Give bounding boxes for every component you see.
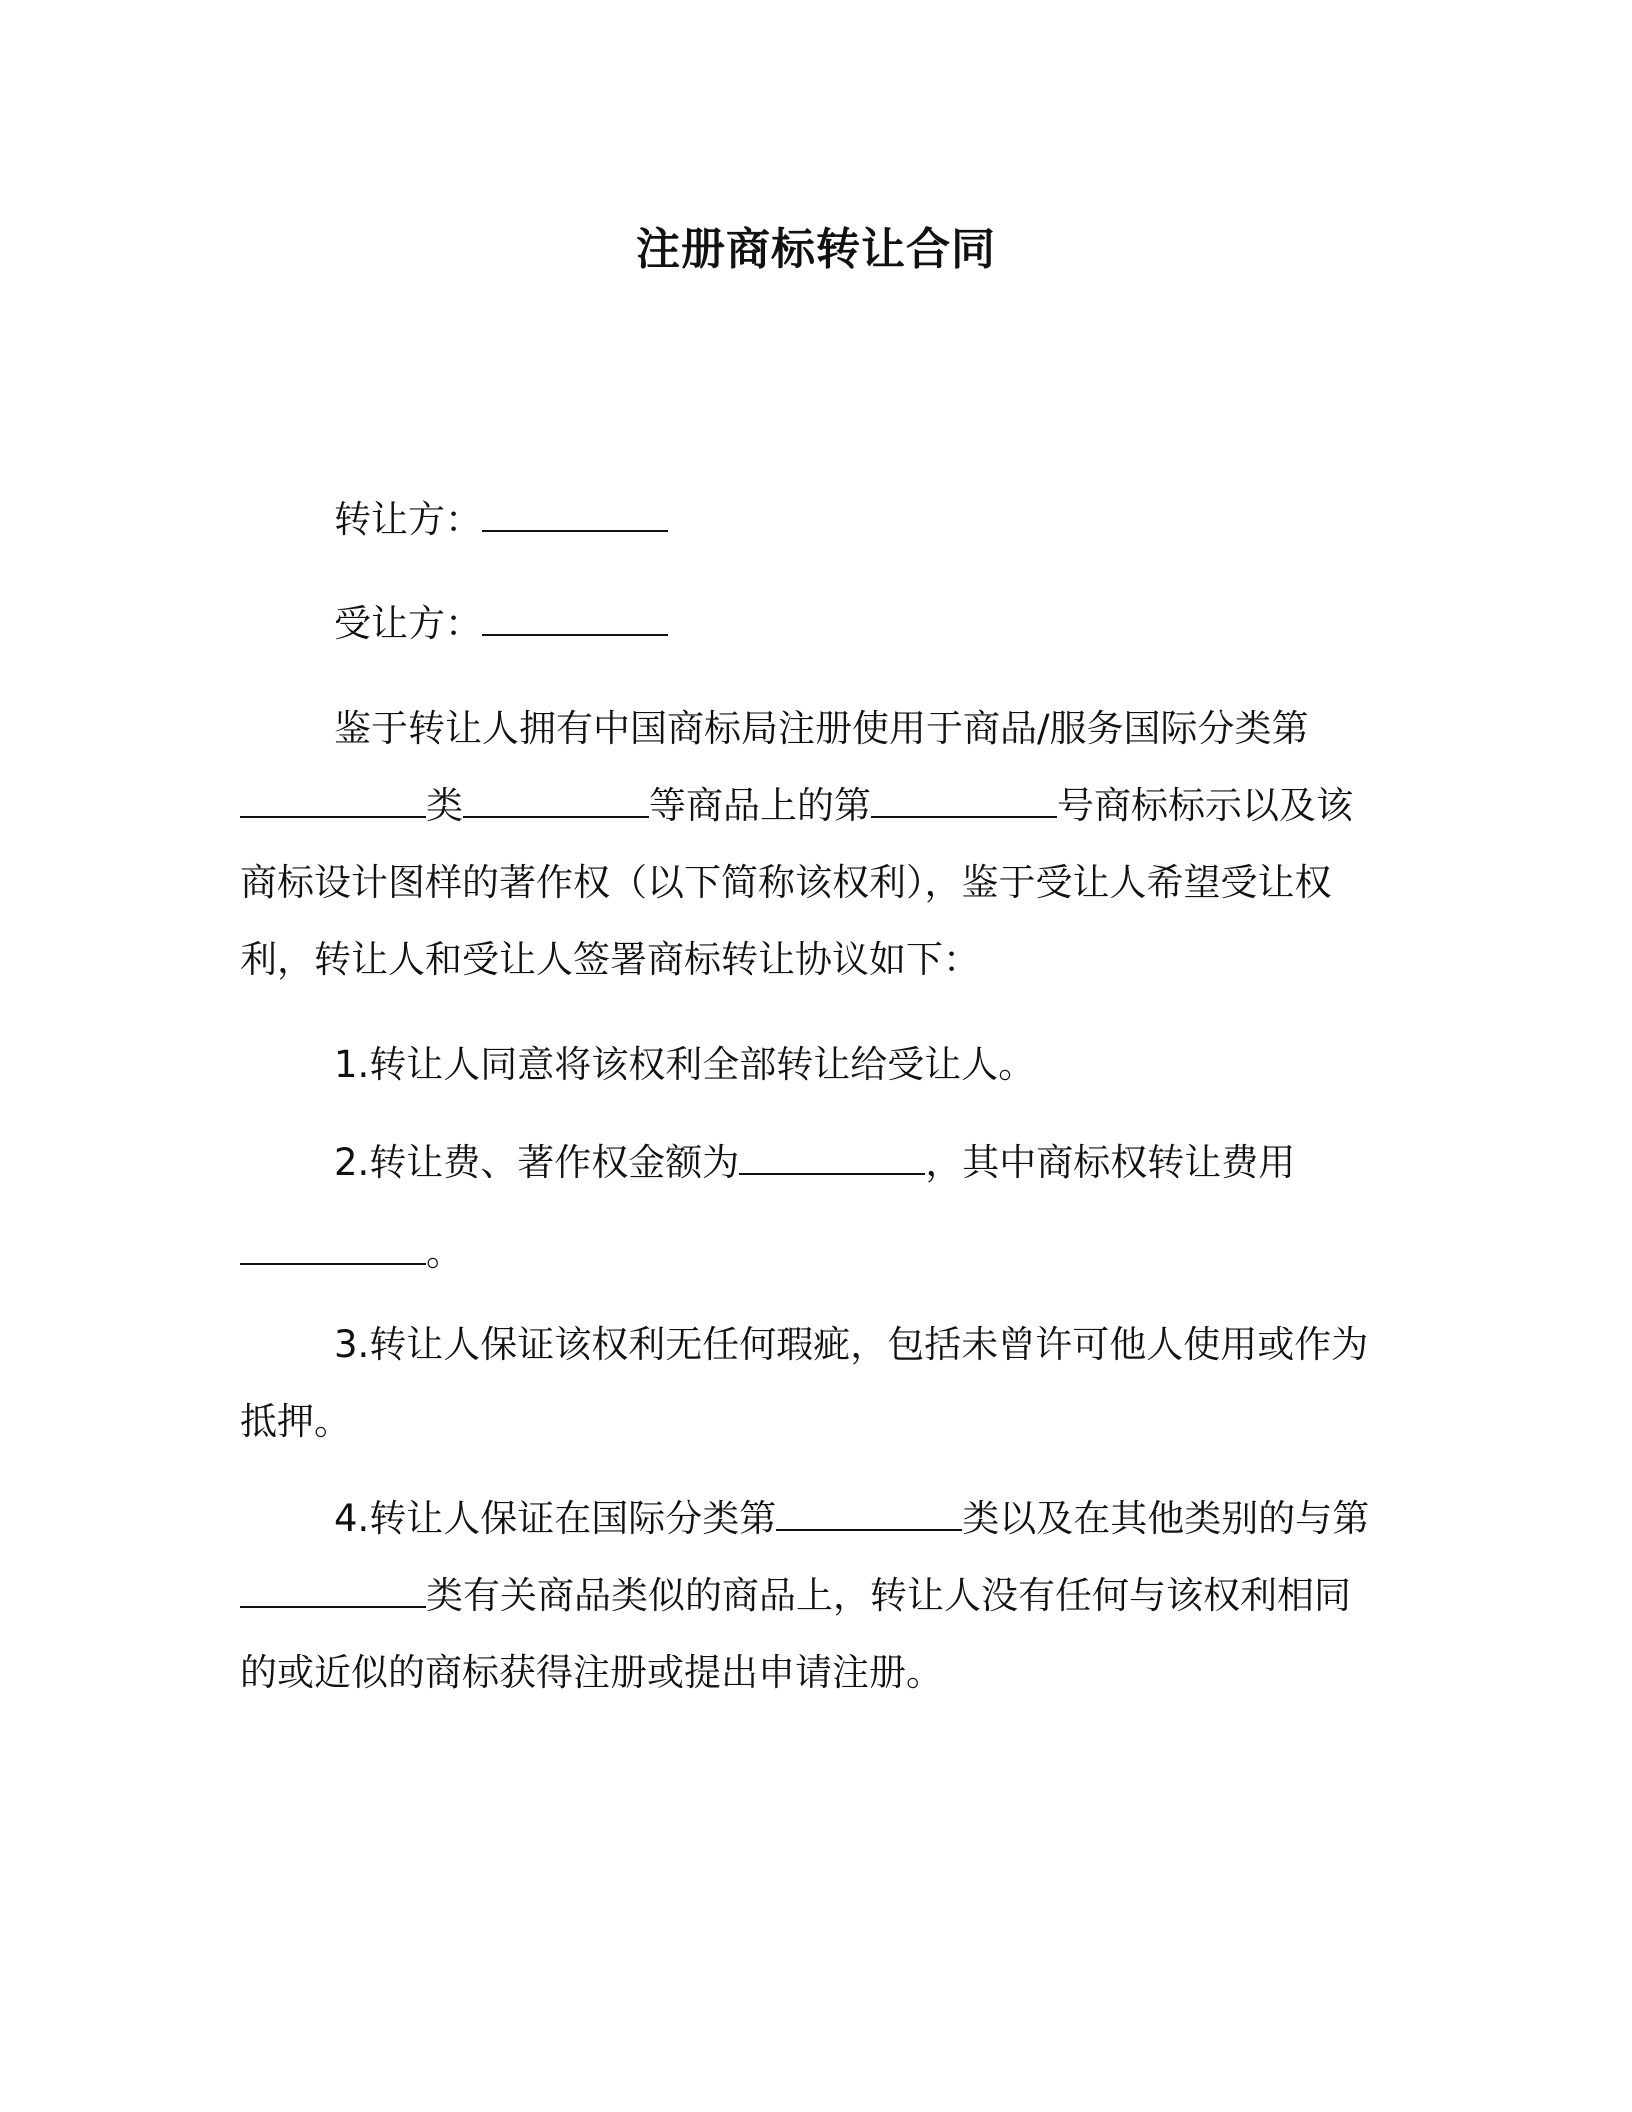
clause-2 [240, 1124, 1400, 1291]
preamble-line-4: 利，转让人和受让人签署商标转让协议如下： [240, 938, 980, 981]
transferee-line [334, 600, 668, 648]
clause-4-line-1 [240, 1480, 1400, 1557]
transferor-label: 转让方： [334, 498, 482, 541]
goods-blank [463, 788, 649, 818]
clause-4 [240, 1480, 1400, 1711]
clause-text: ，其中商标权转让费用 [925, 1141, 1296, 1184]
clause-1 [240, 1026, 1400, 1103]
trademark-number-blank [871, 788, 1057, 818]
clause-1-text: 1.转让人同意将该权利全部转让给受让人。 [334, 1043, 1036, 1086]
clause-4-line-3: 的或近似的商标获得注册或提出申请注册。 [240, 1651, 943, 1694]
clause-text: 。 [426, 1231, 463, 1274]
transferor-line [334, 496, 668, 544]
preamble-text: 号商标标示以及该 [1057, 784, 1353, 827]
transferee-label: 受让方： [334, 602, 482, 645]
intl-class-blank [776, 1501, 962, 1531]
fee-amount-blank [739, 1145, 925, 1175]
class-number-blank [240, 788, 426, 818]
related-class-blank [240, 1578, 426, 1608]
clause-text: 类以及在其他类别的与第 [962, 1497, 1370, 1540]
preamble-line-2 [240, 767, 1400, 844]
clause-3-line-1: 3.转让人保证该权利无任何瑕疵，包括未曾许可他人使用或作为 [334, 1323, 1369, 1366]
preamble-line-1: 鉴于转让人拥有中国商标局注册使用于商品/服务国际分类第 [334, 707, 1309, 750]
clause-2-line-1 [240, 1124, 1400, 1214]
clause-2-line-2 [240, 1214, 1400, 1291]
transferor-blank [482, 502, 668, 532]
preamble-text: 类 [426, 784, 463, 827]
transferee-blank [482, 606, 668, 636]
clause-text: 4.转让人保证在国际分类第 [334, 1497, 777, 1540]
preamble-line-3: 商标设计图样的著作权（以下简称该权利），鉴于受让人希望受让权 [240, 861, 1332, 904]
clause-text: 2.转让费、著作权金额为 [334, 1141, 740, 1184]
clause-4-line-2 [240, 1557, 1400, 1634]
clause-3 [240, 1306, 1400, 1460]
document-title: 注册商标转让合同 [636, 224, 996, 275]
trademark-fee-blank [240, 1235, 426, 1265]
clause-3-line-2: 抵押。 [240, 1400, 351, 1443]
clause-text: 类有关商品类似的商品上，转让人没有任何与该权利相同 [426, 1574, 1351, 1617]
preamble-text: 等商品上的第 [649, 784, 871, 827]
preamble-paragraph [240, 690, 1400, 998]
